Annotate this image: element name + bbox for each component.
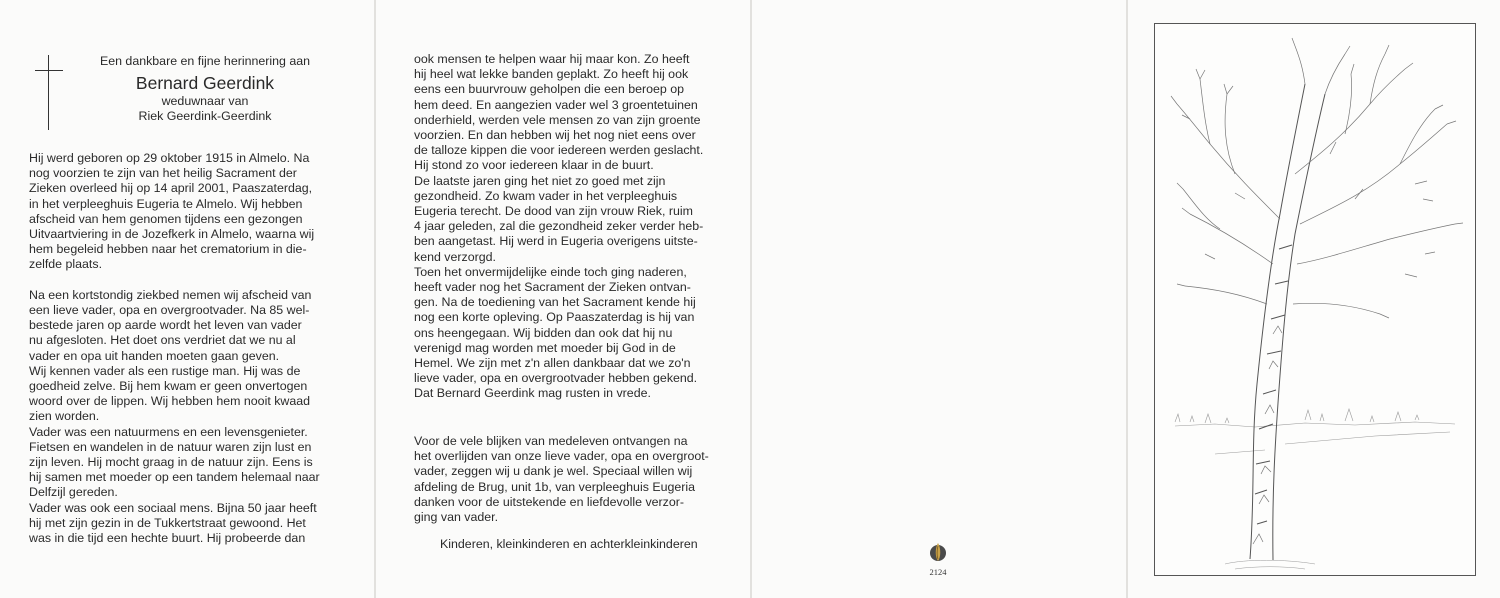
- text-line: hij samen met moeder op een tandem helemaal naar: [29, 470, 320, 485]
- text-line: bestede jaren op aarde wordt het leven van vader: [29, 318, 302, 333]
- text-line: zelfde plaats.: [29, 257, 103, 272]
- text-line: Wij kennen vader als een rustige man. Hij was de: [29, 363, 301, 378]
- text-line: afscheid van hem genomen tijdens een gezongen: [29, 211, 303, 226]
- text-line: onderhield, werden vele mensen zo van zijn groente: [414, 112, 701, 127]
- text-line: ging van vader.: [414, 510, 499, 525]
- text-line: nu afgesloten. Het doet ons verdriet dat we nu al: [29, 333, 296, 348]
- text-line: heeft vader nog het Sacrament der Zieken ontvan-: [414, 280, 691, 295]
- text-line: woord over de lippen. Wij hebben hem nooit kwaad: [29, 394, 311, 409]
- biography-text: [29, 151, 320, 546]
- text-line: gezondheid. Zo kwam vader in het verpleeghuis: [414, 188, 678, 203]
- text-line: verenigd mag worden met moeder bij God in de: [414, 340, 676, 355]
- text-line: Voor de vele blijken van medeleven ontvangen na: [414, 434, 688, 448]
- panel-illustration: [1128, 0, 1500, 598]
- text-line: vader, zeggen wij u dank je wel. Speciaal willen wij: [414, 464, 693, 479]
- text-line: Hemel. We zijn met z'n allen dankbaar dat we zo'n: [414, 356, 691, 371]
- text-line: danken voor de uitstekende en liefdevolle verzor-: [414, 494, 685, 509]
- text-line: Hij werd geboren op 29 oktober 1915 in Almelo. Na: [29, 151, 310, 165]
- text-line: hem deed. En aangezien vader wel 3 groentetuinen: [414, 97, 698, 112]
- text-line: Vader was een natuurmens en een levensgenieter.: [29, 424, 308, 439]
- text-line: Toen het onvermijdelijke einde toch ging naderen,: [414, 264, 687, 279]
- text-line: 4 jaar geleden, zal die gezondheid zeker verder heb-: [414, 219, 704, 234]
- text-line: goedheid zelve. Bij hem kwam er geen onvertogen: [29, 379, 308, 394]
- text-line: het overlijden van onze lieve vader, opa en overgroot-: [414, 449, 709, 464]
- panel-blank: [752, 0, 1126, 598]
- signature-line: Kinderen, kleinkinderen en achterkleinkinderen: [440, 537, 698, 551]
- biography-continued-text: [414, 52, 703, 402]
- memorial-header: [80, 54, 330, 124]
- text-line: Na een kortstondig ziekbed nemen wij afscheid van: [29, 287, 312, 302]
- text-line: Dat Bernard Geerdink mag rusten in vrede.: [414, 386, 651, 401]
- text-line: kend verzorgd.: [414, 249, 496, 264]
- text-line: afdeling de Brug, unit 1b, van verpleeghuis Eugeria: [414, 479, 696, 494]
- text-line: Uitvaartviering in de Jozefkerk in Almelo, waarna wij: [29, 227, 315, 242]
- spouse-name: Riek Geerdink-Geerdink: [138, 109, 272, 123]
- text-line: [29, 273, 320, 288]
- intro-line: Een dankbare en fijne herinnering aan: [99, 54, 311, 68]
- illustration-frame: [1154, 23, 1476, 576]
- text-line: hij heel wat lekke banden geplakt. Zo heeft hij ook: [414, 67, 689, 82]
- text-line: nog voorzien te zijn van het heilig Sacrament der: [29, 166, 297, 181]
- text-line: nog een korte opleving. Op Paaszaterdag is hij van: [414, 310, 695, 325]
- text-line: hij met zijn gezin in de Tukkertstraat gewoond. Het: [29, 515, 306, 530]
- text-line: Zieken overleed hij op 14 april 2001, Paaszaterdag,: [29, 181, 313, 196]
- printer-logo-icon: [926, 540, 950, 564]
- thanks-text: [414, 434, 709, 525]
- text-line: Fietsen en wandelen in de natuur waren zijn lust en: [29, 439, 312, 454]
- text-line: hem begeleid hebben naar het crematorium in die-: [29, 242, 307, 257]
- text-line: zien worden.: [29, 409, 100, 424]
- text-line: Delfzijl gereden.: [29, 485, 118, 500]
- text-line: Vader was ook een sociaal mens. Bijna 50 jaar heeft: [29, 500, 317, 515]
- cross-icon: [35, 55, 63, 130]
- text-line: vader en opa uit handen moeten gaan geven.: [29, 348, 280, 363]
- relation-line: weduwnaar van: [161, 94, 249, 108]
- text-line: een lieve vader, opa en overgrootvader. Na 85 wel-: [29, 303, 310, 318]
- text-line: zijn leven. Hij mocht graag in de natuur zijn. Eens is: [29, 455, 313, 470]
- text-line: voorzien. En dan hebben wij het nog niet eens over: [414, 128, 696, 143]
- text-line: eens een buurvrouw geholpen die een beroep op: [414, 82, 685, 97]
- text-line: gen. Na de toediening van het Sacrament kende hij: [414, 295, 696, 310]
- text-line: Eugeria terecht. De dood van zijn vrouw Riek, ruim: [414, 204, 693, 219]
- text-line: ook mensen te helpen waar hij maar kon. Zo heeft: [414, 52, 690, 66]
- text-line: in het verpleeghuis Eugeria te Almelo. Wij hebben: [29, 196, 303, 211]
- text-line: de talloze kippen die voor iedereen werden geslacht.: [414, 143, 704, 158]
- panel-inner-text: [376, 0, 750, 598]
- tree-drawing-icon: [1155, 24, 1475, 575]
- text-line: was in die tijd een hechte buurt. Hij probeerde dan: [29, 531, 306, 546]
- text-line: ben aangetast. Hij werd in Eugeria overigens uitste-: [414, 234, 698, 249]
- text-line: ons heengegaan. Wij bidden dan ook dat hij nu: [414, 325, 673, 340]
- text-line: lieve vader, opa en overgrootvader hebben gekend.: [414, 371, 698, 386]
- text-line: De laatste jaren ging het niet zo goed met zijn: [414, 173, 666, 188]
- text-line: Hij stond zo voor iedereen klaar in de buurt.: [414, 158, 654, 173]
- card-code: 2124: [929, 567, 947, 577]
- deceased-name: Bernard Geerdink: [135, 73, 275, 93]
- panel-front-text: [0, 0, 374, 598]
